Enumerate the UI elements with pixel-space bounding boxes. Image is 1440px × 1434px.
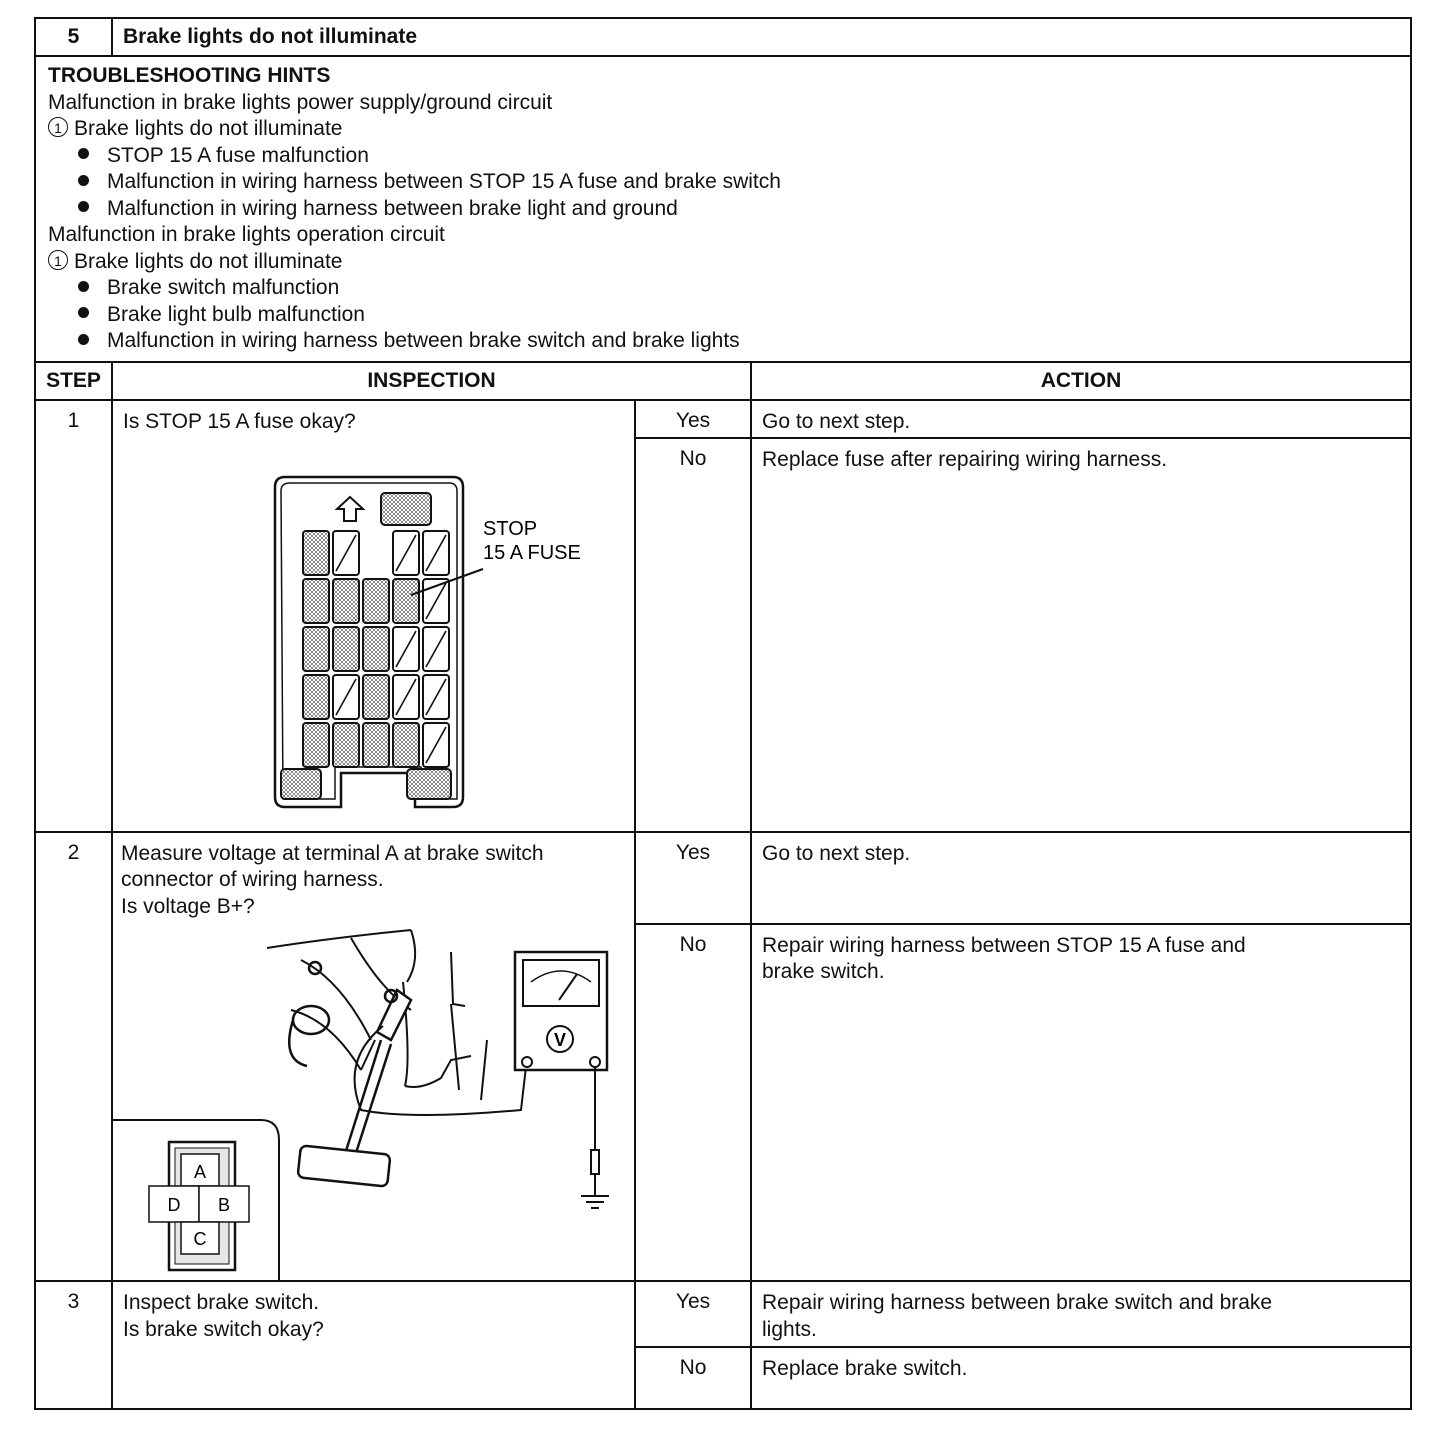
bullet-icon [78,175,89,186]
connector-inset [111,1120,279,1280]
fuse-slot [303,627,329,671]
bullet-icon [78,307,89,318]
action-text: Replace brake switch. [762,1357,968,1380]
yes-action [751,400,1411,438]
step-inspection [112,400,635,832]
step-number: 1 [35,400,112,832]
hint-bullet [48,328,1400,355]
inspection-column-header: INSPECTION [112,362,751,400]
hint-symptom [48,116,1400,143]
hint-bullet [48,143,1400,170]
fuse-slot [303,531,329,575]
inspection-text: connector of wiring harness. [121,868,384,891]
hint-bullet [48,302,1400,329]
voltmeter-symbol: V [553,1030,567,1050]
action-text: brake switch. [762,960,885,984]
no-label: No [635,924,751,1281]
action-text: Go to next step. [762,841,911,865]
hint-symptom [48,249,1400,276]
hint-bullet-text: STOP 15 A fuse malfunction [107,143,369,167]
troubleshooting-table [34,17,1412,1410]
inspection-text: Is voltage B+? [121,894,255,918]
terminal-label: C [193,1229,207,1249]
fuse-slot [407,769,451,799]
fuse-slot [363,579,389,623]
hint-bullet-text: Malfunction in wiring harness between brake switch and brake lights [107,329,740,352]
yes-label: Yes [635,1281,751,1347]
terminal-label: B [217,1195,231,1215]
hint-bullet-text: Malfunction in wiring harness between STOP 15 A fuse and brake switch [107,170,781,193]
terminal-label: A [193,1162,207,1182]
circled-number-icon: 1 [48,250,68,270]
step-inspection [112,1281,635,1409]
fuse-callout-label: 15 A FUSE [483,542,581,564]
troubleshooting-hints [35,56,1411,362]
no-label: No [635,438,751,832]
bullet-icon [78,148,89,159]
column-header-row [35,362,1411,400]
inspection-text: Is brake switch okay? [123,1317,324,1341]
fuse-slot [303,723,329,767]
hint-bullet-text: Brake switch malfunction [107,276,340,299]
no-label: No [635,1347,751,1409]
step-row [35,1281,1411,1347]
hints-row [35,56,1411,362]
yes-label: Yes [635,832,751,924]
step-inspection [112,832,635,1282]
fuse-slot [333,579,359,623]
hint-bullet [48,169,1400,196]
action-column-header: ACTION [751,362,1411,400]
hint-bullet-text: Brake light bulb malfunction [107,302,365,326]
hint-bullet [48,196,1400,223]
fuse-slot [363,723,389,767]
inspection-text: Inspect brake switch. [123,1291,320,1314]
fuse-slot [333,723,359,767]
procedure-number: 5 [35,18,112,56]
fuse-slot [393,723,419,767]
hint-symptom-text: Brake lights do not illuminate [74,249,343,273]
troubleshooting-page [34,17,1410,1410]
test-probe-wire [355,1026,527,1115]
hint-section-title: Malfunction in brake lights operation circuit [48,223,445,246]
hints-heading: TROUBLESHOOTING HINTS [48,64,331,87]
hint-section-title: Malfunction in brake lights power supply/ground circuit [48,90,553,114]
step-number: 3 [35,1281,112,1409]
step-row [35,400,1411,438]
fuse-slot [381,493,431,525]
fuse-callout-label: STOP [483,518,538,540]
fuse-slot [303,675,329,719]
brake-switch-icon [289,962,411,1066]
no-action [751,924,1411,1281]
fuse-slot [363,675,389,719]
brake-switch-connector-icon [149,1142,249,1270]
action-text: lights. [762,1317,817,1341]
voltmeter-icon [515,952,607,1070]
procedure-title: Brake lights do not illuminate [112,18,1411,56]
fuse-slot [363,627,389,671]
fuse-slot [333,627,359,671]
action-text: Repair wiring harness between brake switch and brake [762,1291,1273,1314]
yes-action [751,1281,1411,1347]
dashboard-lines [267,930,487,1100]
title-row [35,18,1411,56]
fuse-block-diagram [123,435,623,815]
step-column-header: STEP [35,362,112,400]
fuse-grid [303,531,449,767]
step-number: 2 [35,832,112,1282]
voltage-measurement-diagram [111,920,626,1280]
hint-symptom-text: Brake lights do not illuminate [74,117,343,140]
hint-bullet-text: Malfunction in wiring harness between brake light and ground [107,196,678,220]
bullet-icon [78,201,89,212]
bullet-icon [78,281,89,292]
up-arrow-icon [337,497,363,521]
yes-label: Yes [635,400,751,438]
fuse-slot [393,579,419,623]
action-text: Repair wiring harness between STOP 15 A fuse and [762,933,1246,957]
fuse-slot [303,579,329,623]
bullet-icon [78,334,89,345]
circled-number-icon: 1 [48,117,68,137]
ground-lead [581,1066,609,1208]
step-row [35,832,1411,924]
no-action [751,1347,1411,1409]
inspection-text: Measure voltage at terminal A at brake switch [121,841,544,865]
hint-bullet [48,275,1400,302]
fuse-slot [281,769,321,799]
no-action [751,438,1411,832]
inspection-text: Is STOP 15 A fuse okay? [123,409,356,433]
yes-action [751,832,1411,924]
action-text: Go to next step. [762,409,911,433]
action-text: Replace fuse after repairing wiring harness. [762,447,1168,471]
terminal-label: D [167,1195,181,1215]
